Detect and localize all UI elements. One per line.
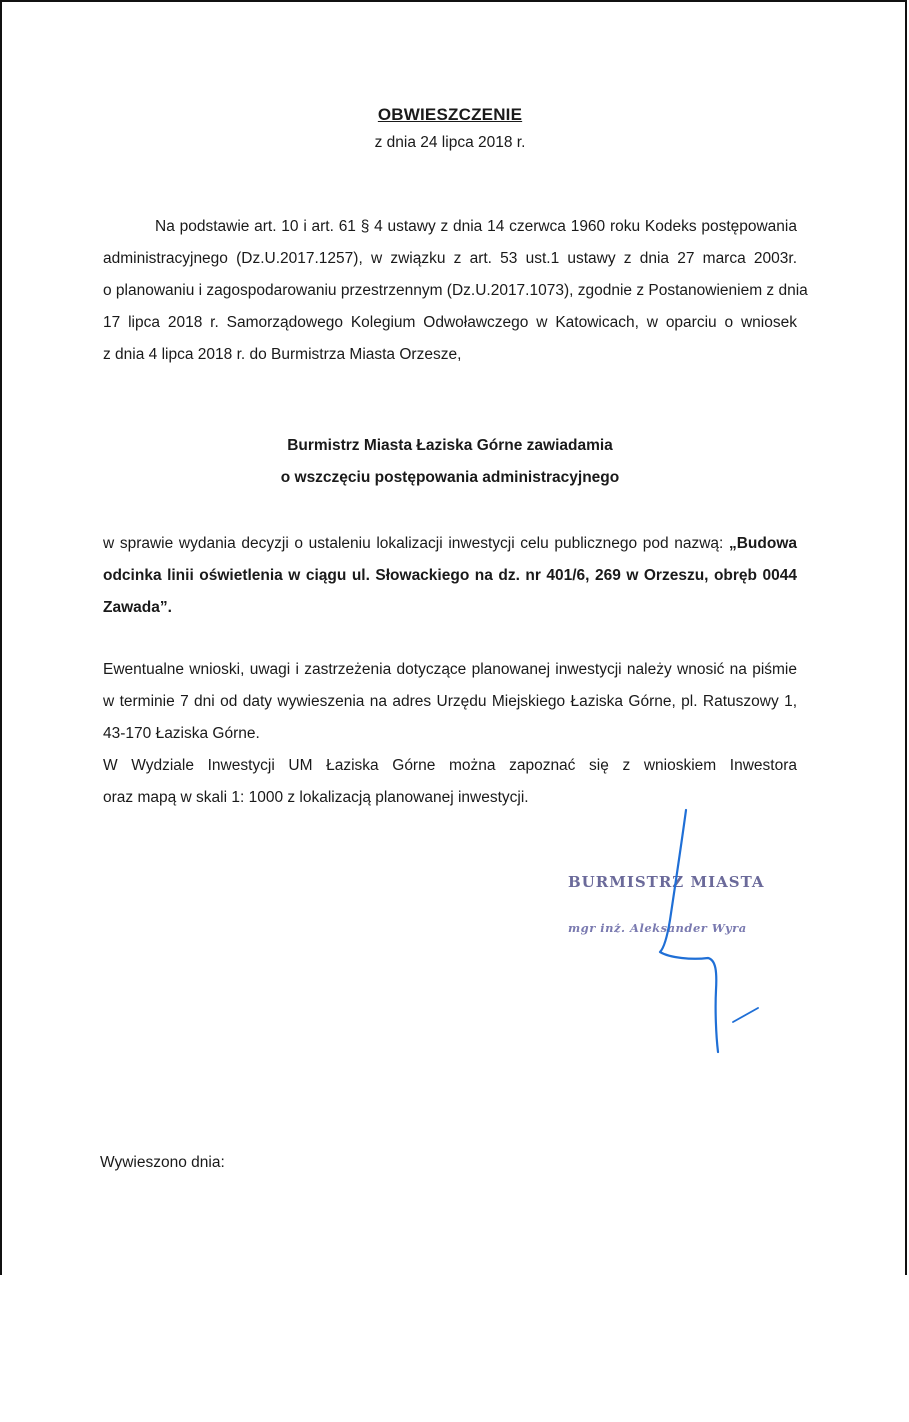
announcement-heading-line2: o wszczęciu postępowania administracyjnego — [280, 469, 620, 486]
document-title: OBWIESZCZENIE — [377, 105, 523, 124]
investment-name: odcinka linii oświetlenia w ciągu ul. Słowackiego na dz. nr 401/6, 269 w Orzeszu, obręb 0044 — [103, 567, 797, 584]
intro-line: Na podstawie art. 10 i art. 61 § 4 ustawy z dnia 14 czerwca 1960 roku Kodeks postępowania — [155, 218, 797, 235]
notice-line: 43-170 Łaziska Górne. — [103, 725, 260, 742]
matter-text: w sprawie wydania decyzji o ustaleniu lokalizacji inwestycji celu publicznego pod nazwą: — [103, 535, 729, 552]
intro-line: o planowaniu i zagospodarowaniu przestrzennym (Dz.U.2017.1073), zgodnie z Postanowieniem z dnia — [103, 282, 808, 299]
intro-paragraph — [103, 211, 808, 371]
matter-paragraph — [103, 528, 797, 624]
document-date: z dnia 24 lipca 2018 r. — [374, 134, 526, 151]
intro-line: z dnia 4 lipca 2018 r. do Burmistrza Miasta Orzesze, — [103, 346, 462, 363]
posted-date-label: Wywieszono dnia: — [100, 1154, 225, 1171]
investment-name-start: „Budowa — [728, 535, 797, 552]
notice-line: oraz mapą w skali 1: 1000 z lokalizacją planowanej inwestycji. — [103, 789, 529, 806]
investment-name-end: Zawada”. — [103, 599, 172, 616]
signature-stroke — [660, 810, 718, 1052]
intro-line: 17 lipca 2018 r. Samorządowego Kolegium Odwoławczego w Katowicach, w oparciu o wniosek — [103, 314, 797, 331]
handwritten-signature — [630, 800, 770, 1060]
intro-line: administracyjnego (Dz.U.2017.1257), w związku z art. 53 ust.1 ustawy z dnia 27 marca 2003r. — [103, 250, 797, 267]
announcement-heading-line1: Burmistrz Miasta Łaziska Górne zawiadamia — [287, 437, 613, 454]
notice-paragraph — [103, 654, 797, 814]
official-stamp-name: mgr inż. Aleksander Wyra — [568, 921, 747, 935]
official-stamp-title: BURMISTRZ MIASTA — [568, 873, 765, 891]
signature-flourish — [733, 1008, 758, 1022]
matter-line — [103, 528, 797, 560]
notice-line: W Wydziale Inwestycji UM Łaziska Górne można zapoznać się z wnioskiem Inwestora — [103, 757, 797, 774]
notice-line: w terminie 7 dni od daty wywieszenia na adres Urzędu Miejskiego Łaziska Górne, pl. Ratuszowy 1, — [103, 693, 797, 710]
notice-line: Ewentualne wnioski, uwagi i zastrzeżenia dotyczące planowanej inwestycji należy wnosić na piśmie — [103, 661, 797, 678]
